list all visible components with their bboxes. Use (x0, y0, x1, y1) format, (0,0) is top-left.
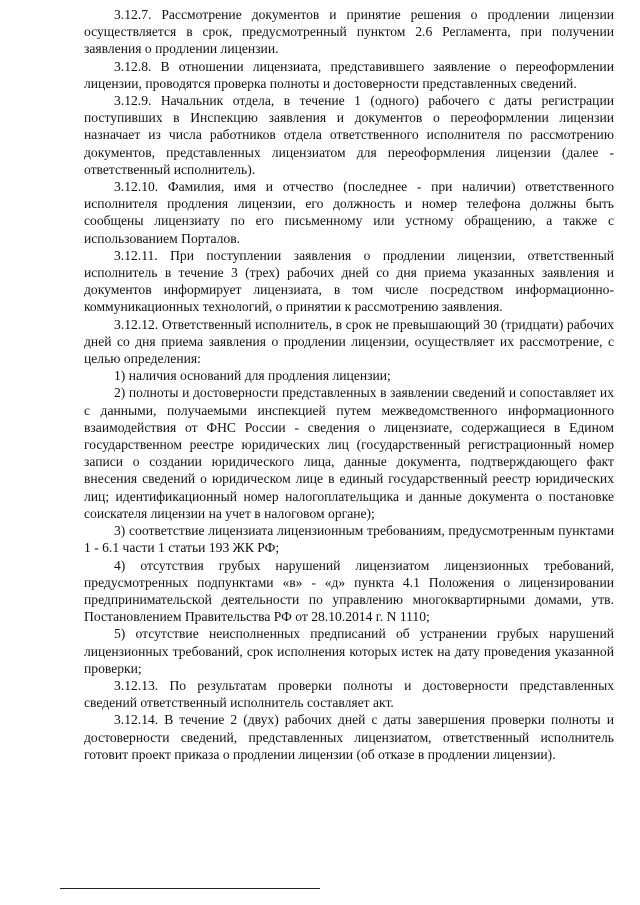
list-item-1: 1) наличия оснований для продления лицензии; (114, 368, 391, 384)
paragraph-3-12-11: 3.12.11. При поступлении заявления о продлении лицензии, ответственный исполнитель в течение 3 (трех) рабочих дней со дня приема указанных заявления и документов информирует лицензиата, в том числе посредством информационно-коммуникационных технологий, о принятии к рассмотрению заявления. (84, 247, 614, 315)
paragraph-3-12-10: 3.12.10. Фамилия, имя и отчество (последнее - при наличии) ответственного исполнителя продления лицензии, его должность и номер телефона должны быть сообщены лицензиату по его письменному или устному обращению, а также с использованием Порталов. (84, 179, 614, 246)
list-item-2: 2) полноты и достоверности представленных в заявлении сведений и сопоставляет их с данными, получаемыми инспекцией путем межведомственного информационного взаимодействия от ФНС России - сведения о лицензиате, содержащиеся в Едином государственном реестре юридических лиц (государственный регистрационный номер записи о создании юридического лица, данные документа, подтверждающего факт внесения сведений о юридическом лице в единый государственный реестр юридических лиц; идентификационный номер налогоплательщика и данные документа о постановке соискателя лицензии на учет в налоговом органе); (84, 385, 614, 521)
paragraph-3-12-13: 3.12.13. По результатам проверки полноты и достоверности представленных сведений ответственный исполнитель составляет акт. (84, 677, 614, 711)
footnote-divider (60, 888, 320, 889)
paragraph-3-12-7: 3.12.7. Рассмотрение документов и принятие решения о продлении лицензии осуществляется в срок, предусмотренный пунктом 2.6 Регламента, при получении заявления о продлении лицензии. (84, 7, 614, 57)
paragraph-3-12-8: 3.12.8. В отношении лицензиата, представившего заявление о переоформлении лицензии, проводятся проверка полноты и достоверности представленных сведений. (84, 58, 614, 91)
list-item-3: 3) соответствие лицензиата лицензионным требованиям, предусмотренным пунктами 1 - 6.1 части 1 статьи 193 ЖК РФ; (84, 523, 614, 556)
document-body (84, 6, 614, 763)
list-item-5: 5) отсутствие неисполненных предписаний об устранении грубых нарушений лицензионных требований, срок исполнения которых истек на дату проведения указанной проверки; (84, 626, 614, 676)
paragraph-3-12-9: 3.12.9. Начальник отдела, в течение 1 (одного) рабочего с даты регистрации поступивших в Инспекцию заявления и документов о переоформлении лицензии назначает из числа работников отдела ответственного исполнителя по рассмотрению документов, представленных лицензиатом для переоформления лицензии (далее - ответственный исполнитель). (84, 93, 614, 177)
list-item-4: 4) отсутствия грубых нарушений лицензиатом лицензионных требований, предусмотренных подпунктами «в» - «д» пункта 4.1 Положения о лицензировании предпринимательской деятельности по управлению многоквартирными домами, утв. Постановлением Правительства РФ от 28.10.2014 г. N 1110; (84, 557, 614, 625)
paragraph-3-12-12: 3.12.12. Ответственный исполнитель, в срок не превышающий 30 (тридцати) рабочих дней со дня приема заявления о продлении лицензии, осуществляет их рассмотрение, с целью определения: (84, 316, 614, 367)
paragraph-3-12-14: 3.12.14. В течение 2 (двух) рабочих дней с даты завершения проверки полноты и достоверности сведений, представленных лицензиатом, ответственный исполнитель готовит проект приказа о продлении лицензии (об отказе в продлении лицензии). (84, 712, 614, 762)
